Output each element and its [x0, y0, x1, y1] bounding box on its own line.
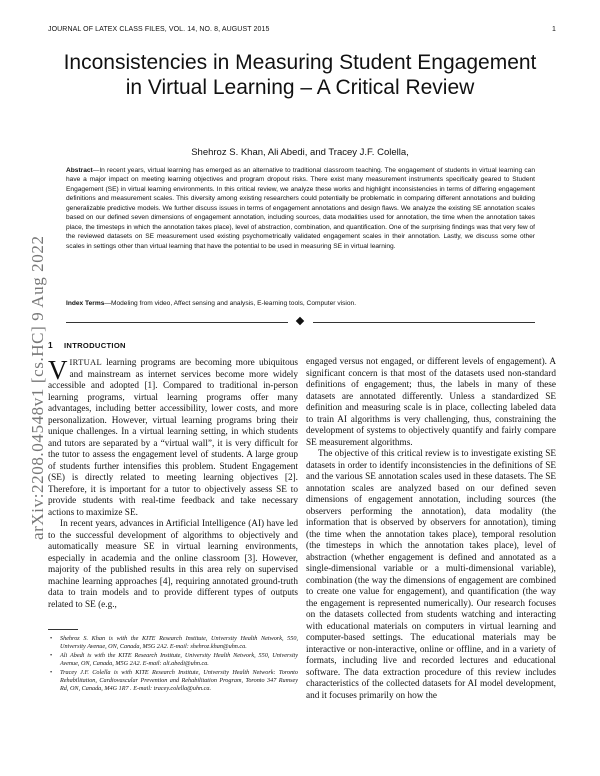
body-paragraph	[48, 357, 298, 519]
author-list: Shehroz S. Khan, Ali Abedi, and Tracey J.F. Colella,	[191, 147, 409, 158]
footnote-rule	[48, 629, 78, 630]
footnote-text: Tracey J.F. Colella is with KITE Research Institute, University Health Network: Toronto Rehabilitation, Cardiovascular Prevention and Rehabilitation Program, Toronto 347 Rumsey Rd, ON, Canada, M4G 1R7 . E-mail: tracey.colella@uhn.ca.	[60, 669, 298, 692]
bullet-icon: •	[50, 652, 53, 660]
body-paragraph: engaged versus not engaged, or different levels of engagement). A significant concern is that most of the datasets used non-standard definitions of engagement; thus, the labels in many of these datasets are annotated differently. Unless a standardized SE definition and measuring scale is in place, collecting labeled data to train AI algorithms is very challenging, thus, constraining the development of systems to objectively quantify and fairly compare SE measurement algorithms.	[306, 357, 556, 448]
diamond-icon	[296, 317, 304, 325]
section-number: 1	[48, 340, 53, 350]
index-terms-label: Index Terms	[66, 300, 105, 307]
footnote-text: Shehroz S. Khan is with the KITE Research Institute, University Health Network, 550, University Avenue, ON, Canada, M5G 2A2. E-mail: shehroz.khan@uhn.ca.	[60, 635, 298, 650]
paper-title: Inconsistencies in Measuring Student Engagement in Virtual Learning – A Critical Review	[63, 51, 537, 99]
abstract-text: —In recent years, virtual learning has emerged as an alternative to traditional classroom teaching. The engagement of students in virtual learning can have a major impact on meeting learning objectives and program dropout risks. There exist many measurement instruments specifically geared to Student Engagement (SE) in virtual learning environments. In this critical review, we analyze these works and highlight inconsistencies in terms of differing engagement definitions and measurement scales. This diversity among existing researchers could potentially be problematic in comparing different annotations and building generalizable predictive models. We further discuss issues in terms of engagement annotations and design flaws. We analyze the existing SE annotation scales based on our defined seven dimensions of engagement annotation, including sources, data modalities used for annotation, the time when the annotation takes place, the timesteps in which the annotation takes place), level of abstraction, combination, and quantification. One of the surprising findings was that very few of the reviewed datasets on SE measurement used existing psychometrically validated engagement scales in their annotation. Lastly, we discuss some other scales in settings other than virtual learning that have the potential to be used in measuring SE in virtual learning.	[66, 167, 535, 250]
footnote-text: Ali Abedi is with the KITE Research Institute, University Health Network, 550, University Avenue, ON, Canada, M5G 2A2. E-mail: ali.abedi@uhn.ca.	[60, 652, 298, 667]
right-column	[306, 357, 556, 702]
arxiv-sidebar	[6, 210, 47, 540]
abstract	[66, 166, 535, 251]
footnote-item	[48, 652, 298, 667]
body-paragraph: In recent years, advances in Artificial Intelligence (AI) have led to the successful development of algorithms to objectively and automatically measure SE in virtual learning environments, especially in academia and the online classroom [3]. However, majority of the published results in this area rely on supervised machine learning approaches [4], requiring annotated ground-truth data to train models and to provide different types of outputs related to SE (e.g.,	[48, 519, 298, 610]
smallcaps-lead: IRTUAL	[69, 357, 102, 367]
footnote-item	[48, 669, 298, 692]
section-title: INTRODUCTION	[64, 341, 126, 350]
footnote-item	[48, 635, 298, 650]
page-number: 1	[552, 26, 556, 33]
section-separator	[66, 318, 535, 326]
separator-line-left	[66, 322, 288, 323]
bullet-icon: •	[50, 669, 53, 677]
journal-header: JOURNAL OF LATEX CLASS FILES, VOL. 14, NO. 8, AUGUST 2015	[48, 26, 270, 33]
running-head	[48, 26, 556, 33]
footnotes	[48, 635, 298, 694]
separator-line-right	[313, 322, 535, 323]
section-heading	[48, 340, 126, 350]
left-column	[48, 357, 298, 611]
bullet-icon: •	[50, 635, 53, 642]
body-paragraph: The objective of this critical review is to investigate existing SE datasets in order to identify inconsistencies in the definitions of SE and the various SE annotation scales used in these datasets. The SE annotation scales are analyzed based on our defined seven dimensions of engagement annotation, including sources (the observers performing the annotation), data modality (the information that is observed by observers for annotation), timing (the time when the annotation takes place), temporal resolution (the timesteps in which the annotation takes place), level of abstraction (whether engagement is defined and annotated as a single-dimensional variable or a multi-dimensional variable), combination (the way the dimensions of engagement are combined to create one value for engagement), and quantification (the way the engagement is represented numerically). Our research focuses on the datasets collected from students watching and interacting with educational materials on computers in virtual learning and computer-based settings. The educational materials may be interactive or non-interactive, online or offline, and in a variety of formats, including live and recorded lectures and educational software. The data extraction procedure of this review includes characteristics of the collected datasets for AI model development, and it focuses primarily on how the	[306, 449, 556, 701]
drop-cap: V	[48, 355, 68, 385]
abstract-label: Abstract	[66, 167, 93, 174]
arxiv-identifier: arXiv:2208.04548v1 [cs.HC] 9 Aug 2022	[28, 235, 47, 540]
paragraph-text: learning programs are becoming more ubiquitous and mainstream as internet services become more widely accessible and adopted [1]. Compared to traditional in-person learning programs, virtual learning programs offer many advantages, including better accessibility, lower costs, and more personalization. However, virtual learning programs bring their unique challenges. In a virtual learning setting, in which students and tutors are separated by a “virtual wall”, it is very difficult for the tutor to assess the engagement level of students. A large group of students further intensifies this problem. Student Engagement (SE) is directly related to meeting learning objectives [2]. Therefore, it is important for a tutor to objectively assess SE to provide students with real-time feedback and take necessary actions to maximize SE.	[48, 358, 298, 518]
index-terms	[66, 299, 535, 308]
index-terms-text: —Modeling from video, Affect sensing and analysis, E-learning tools, Computer vision.	[104, 300, 357, 307]
